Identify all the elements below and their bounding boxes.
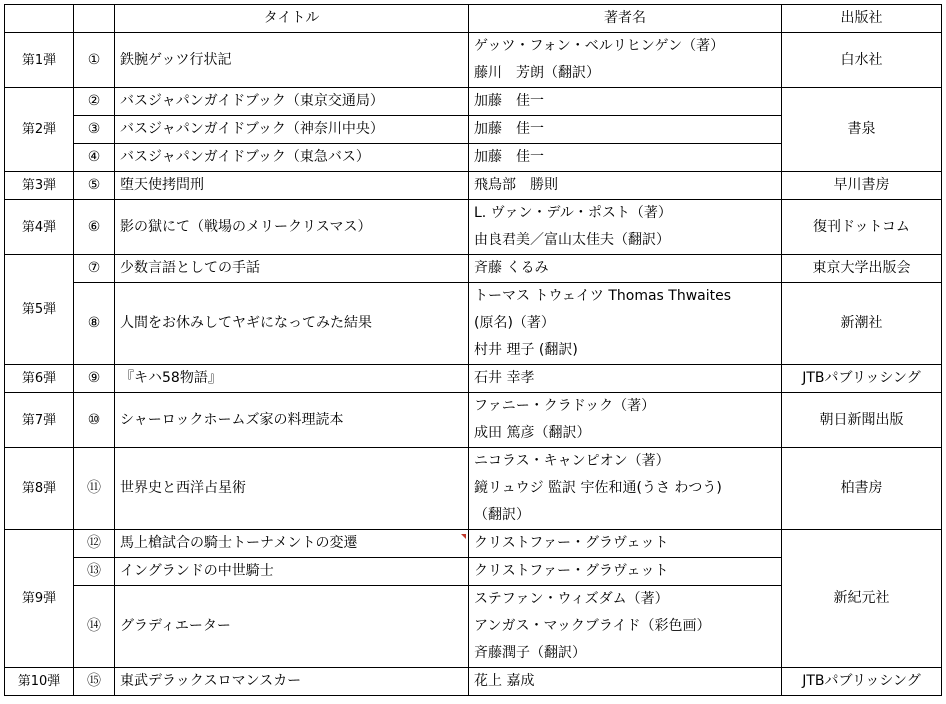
row-number: ⑬ [74,558,115,586]
header-publisher: 出版社 [782,5,942,33]
author-line: （翻訳） [474,507,530,523]
author-line: 加藤 佳一 [474,93,544,109]
author-line: 成田 篤彦（翻訳） [474,425,591,441]
row-number: ⑫ [74,530,115,558]
publisher-cell: 早川書房 [782,172,942,200]
author-cell [469,530,782,558]
table-row [5,200,942,255]
publisher-cell: 白水社 [782,33,942,88]
group-label: 第9弾 [5,530,74,668]
group-label: 第3弾 [5,172,74,200]
comment-marker-icon [461,534,466,539]
book-title: 影の獄にて（戦場のメリークリスマス） [115,200,469,255]
header-row [5,5,942,33]
table-row [5,172,942,200]
author-cell [469,116,782,144]
table-row [5,448,942,530]
book-title: 人間をお休みしてヤギになってみた結果 [115,283,469,365]
row-number: ⑨ [74,365,115,393]
row-number: ⑪ [74,448,115,530]
author-line: ステファン・ウィズダム（著） [474,591,669,607]
header-author: 著者名 [469,5,782,33]
group-label: 第4弾 [5,200,74,255]
author-cell [469,144,782,172]
publisher-cell: 新紀元社 [782,530,942,668]
header-num-cell [74,5,115,33]
book-title: 『キハ58物語』 [115,365,469,393]
author-cell [469,255,782,283]
author-line: 斉藤潤子（翻訳） [474,645,586,661]
book-title: バスジャパンガイドブック（東京交通局） [115,88,469,116]
author-cell [469,33,782,88]
table-row [5,33,942,88]
author-cell [469,448,782,530]
author-cell [469,365,782,393]
author-line: 鏡リュウジ 監訳 宇佐和通(うさ わつう) [474,480,722,496]
book-title: グラディエーター [115,586,469,668]
row-number: ⑩ [74,393,115,448]
author-line: クリストファー・グラヴェット [474,563,669,579]
book-title: 世界史と西洋占星術 [115,448,469,530]
row-number: ② [74,88,115,116]
author-line: アンガス・マックブライド（彩色画） [474,618,711,634]
row-number: ⑥ [74,200,115,255]
publisher-cell: JTBパブリッシング [782,365,942,393]
row-number: ③ [74,116,115,144]
author-line: (原名)（著） [474,315,555,331]
author-cell [469,586,782,668]
author-line: クリストファー・グラヴェット [474,535,669,551]
author-line: トーマス トウェイツ Thomas Thwaites [474,288,732,304]
group-label: 第6弾 [5,365,74,393]
book-title: シャーロックホームズ家の料理読本 [115,393,469,448]
row-number: ⑮ [74,668,115,696]
row-number: ① [74,33,115,88]
author-line: 村井 理子 (翻訳) [474,342,578,358]
book-title: イングランドの中世騎士 [115,558,469,586]
group-label: 第2弾 [5,88,74,172]
author-cell [469,283,782,365]
book-title: 東武デラックスロマンスカー [115,668,469,696]
author-cell [469,172,782,200]
header-group-cell [5,5,74,33]
author-line: 飛鳥部 勝則 [474,177,558,193]
table-row [5,530,942,558]
author-cell [469,200,782,255]
book-title: 馬上槍試合の騎士トーナメントの変遷 [115,530,469,558]
table-row [5,668,942,696]
publisher-cell: 柏書房 [782,448,942,530]
author-cell [469,668,782,696]
table-row [5,365,942,393]
author-cell [469,558,782,586]
author-line: 斉藤 くるみ [474,260,549,276]
book-title: 堕天使拷問刑 [115,172,469,200]
book-title: 鉄腕ゲッツ行状記 [115,33,469,88]
author-line: 石井 幸孝 [474,370,535,386]
publisher-cell: JTBパブリッシング [782,668,942,696]
book-list-table [4,4,942,696]
author-line: L. ヴァン・デル・ポスト（著） [474,205,672,221]
group-label: 第8弾 [5,448,74,530]
publisher-cell: 東京大学出版会 [782,255,942,283]
publisher-cell: 復刊ドットコム [782,200,942,255]
table-row [5,283,942,365]
publisher-cell: 新潮社 [782,283,942,365]
author-cell [469,88,782,116]
group-label: 第7弾 [5,393,74,448]
row-number: ⑧ [74,283,115,365]
group-label: 第5弾 [5,255,74,365]
author-line: ファニー・クラドック（著） [474,398,656,414]
row-number: ⑦ [74,255,115,283]
row-number: ⑤ [74,172,115,200]
author-line: 由良君美／富山太佳夫（翻訳） [474,232,670,248]
publisher-cell: 書泉 [782,88,942,172]
row-number: ⑭ [74,586,115,668]
book-title: バスジャパンガイドブック（東急バス） [115,144,469,172]
book-title: バスジャパンガイドブック（神奈川中央） [115,116,469,144]
author-line: ゲッツ・フォン・ベルリヒンゲン（著） [474,38,725,54]
author-line: 花上 嘉成 [474,673,535,689]
author-line: 加藤 佳一 [474,121,544,137]
table-row [5,88,942,116]
table-row [5,255,942,283]
header-title: タイトル [115,5,469,33]
publisher-cell: 朝日新聞出版 [782,393,942,448]
author-line: ニコラス・キャンピオン（著） [474,453,670,469]
row-number: ④ [74,144,115,172]
group-label: 第1弾 [5,33,74,88]
author-line: 加藤 佳一 [474,149,544,165]
group-label: 第10弾 [5,668,74,696]
table-row [5,393,942,448]
author-cell [469,393,782,448]
book-title: 少数言語としての手話 [115,255,469,283]
author-line: 藤川 芳朗（翻訳） [474,65,600,81]
